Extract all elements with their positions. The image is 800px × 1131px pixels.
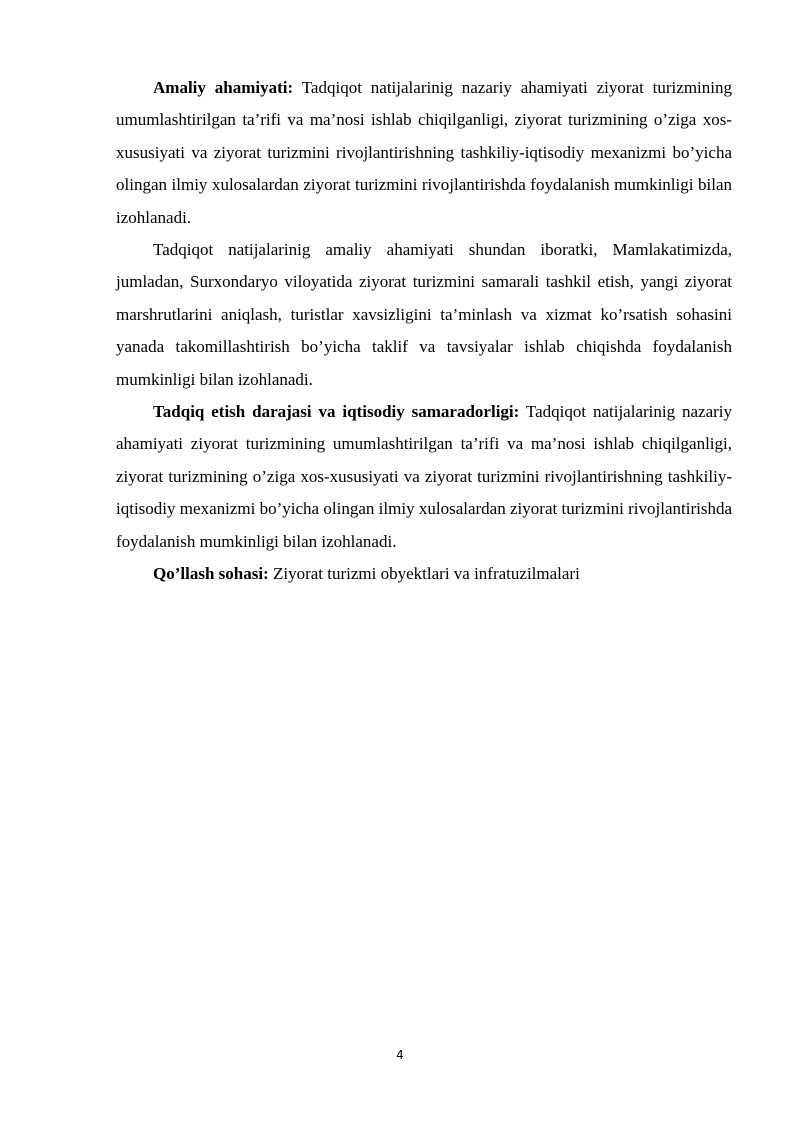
document-body [116, 72, 732, 591]
paragraph-text: Tadqiqot natijalarinig nazariy ahamiyati ziyorat turizmining umumlashtirilgan ta’rifi va ma’nosi ishlab chiqilganligi, ziyorat turizmining o’ziga xos-xususiyati va ziyorat turizmini rivojlantirishning tashkiliy-iqtisodiy mexanizmi bo’yicha olingan ilmiy xulosalardan ziyorat turizmini rivojlantirishda foydalanish mumkinligi bilan izohlanadi. [116, 402, 733, 551]
paragraph-heading: Qo’llash sohasi: [153, 564, 269, 584]
paragraph-text: Tadqiqot natijalarinig nazariy ahamiyati ziyorat turizmining umumlashtirilgan ta’rifi va ma’nosi ishlab chiqilganligi, ziyorat turizmining o’ziga xos-xususiyati va ziyorat turizmini rivojlantirishning tashkiliy-iqtisodiy mexanizmi bo’yicha olingan ilmiy xulosalardan ziyorat turizmini rivojlantirishda foydalanish mumkinligi bilan izohlanadi. [116, 78, 732, 227]
page-number: 4 [396, 1048, 404, 1062]
paragraph-research-level [116, 396, 732, 558]
paragraph-text: Ziyorat turizmi obyektlari va infratuzilmalari [268, 564, 580, 584]
paragraph-text: Tadqiqot natijalarinig amaliy ahamiyati shundan iboratki, Mamlakatimizda, jumladan, Surxondaryo viloyatida ziyorat turizmini samarali tashkil etish, yangi ziyorat marshrutlarini aniqlash, turistlar xavsizligini ta’minlash va xizmat ko’rsatish sohasini yanada takomillashtirish bo’yicha taklif va tavsiyalar ishlab chiqishda foydalanish mumkinligi bilan izohlanadi. [116, 240, 732, 389]
paragraph-practical-significance-detail [116, 234, 732, 396]
paragraph-application-area [116, 558, 732, 590]
paragraph-heading: Tadqiq etish darajasi va iqtisodiy samaradorligi: [153, 402, 520, 422]
paragraph-practical-significance [116, 72, 732, 234]
paragraph-heading: Amaliy ahamiyati: [153, 78, 294, 97]
